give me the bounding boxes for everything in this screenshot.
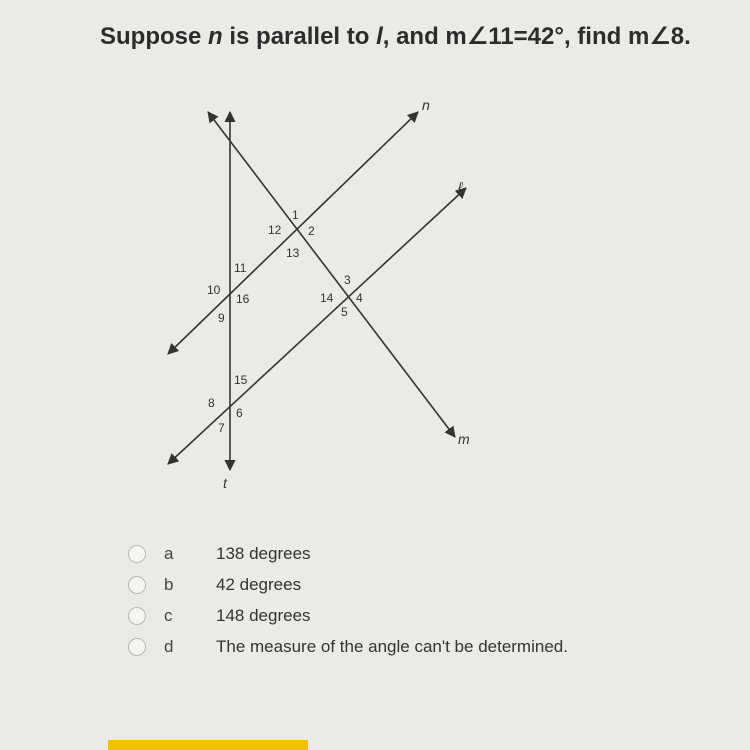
- choice-text: The measure of the angle can't be determined.: [216, 636, 568, 656]
- angle-label-3: 3: [344, 273, 351, 287]
- submit-button[interactable]: [108, 740, 308, 750]
- angle-label-9: 9: [218, 311, 225, 325]
- angle-label-11: 11: [234, 261, 247, 275]
- angle-label-2: 2: [308, 224, 315, 238]
- choice-b[interactable]: [128, 569, 648, 600]
- angle-label-12: 12: [268, 223, 282, 237]
- choice-letter: c: [164, 605, 173, 625]
- line-label-m: m: [458, 431, 470, 447]
- choice-text: 148 degrees: [216, 605, 311, 625]
- question-var-l: l: [376, 23, 383, 50]
- angle-label-4: 4: [356, 291, 363, 305]
- question-prefix: Suppose: [100, 23, 209, 50]
- angle-label-1: 1: [292, 208, 299, 222]
- choice-text: 42 degrees: [216, 574, 302, 594]
- choice-letter: a: [164, 543, 174, 563]
- answer-choices: [128, 538, 648, 662]
- question-var-n: n: [208, 23, 223, 50]
- radio-c[interactable]: [128, 607, 146, 625]
- question-middle-1: is parallel to: [222, 23, 377, 50]
- line-label-t: t: [223, 475, 227, 491]
- radio-b[interactable]: [128, 576, 146, 594]
- angle-label-13: 13: [286, 246, 300, 260]
- choice-a[interactable]: [128, 538, 648, 569]
- angle-label-7: 7: [218, 421, 225, 435]
- angle-label-16: 16: [236, 292, 250, 306]
- question-middle-3: , find: [563, 23, 628, 50]
- choice-d[interactable]: [128, 631, 648, 662]
- line-l: [168, 188, 466, 464]
- choice-letter: b: [164, 574, 174, 594]
- line-n: [168, 112, 418, 354]
- angle-label-14: 14: [320, 291, 334, 305]
- angle-label-6: 6: [236, 406, 243, 420]
- line-label-n: n: [422, 97, 430, 113]
- angle-label-15: 15: [234, 373, 248, 387]
- geometry-figure: [150, 92, 490, 492]
- choice-letter: d: [164, 636, 174, 656]
- angle-label-8: 8: [208, 396, 215, 410]
- line-label-l: ℓ: [458, 179, 463, 195]
- angle-label-10: 10: [207, 283, 221, 297]
- question-middle-2: , and: [382, 23, 446, 50]
- angle-label-5: 5: [341, 305, 348, 319]
- choice-text: 138 degrees: [216, 543, 311, 563]
- radio-a[interactable]: [128, 545, 146, 563]
- question-given-angle: m∠11=42°: [445, 23, 564, 50]
- radio-d[interactable]: [128, 638, 146, 656]
- question-find-angle: m∠8.: [627, 23, 691, 50]
- figure-svg: [150, 92, 490, 492]
- choice-c[interactable]: [128, 600, 648, 631]
- question-text: [100, 22, 691, 51]
